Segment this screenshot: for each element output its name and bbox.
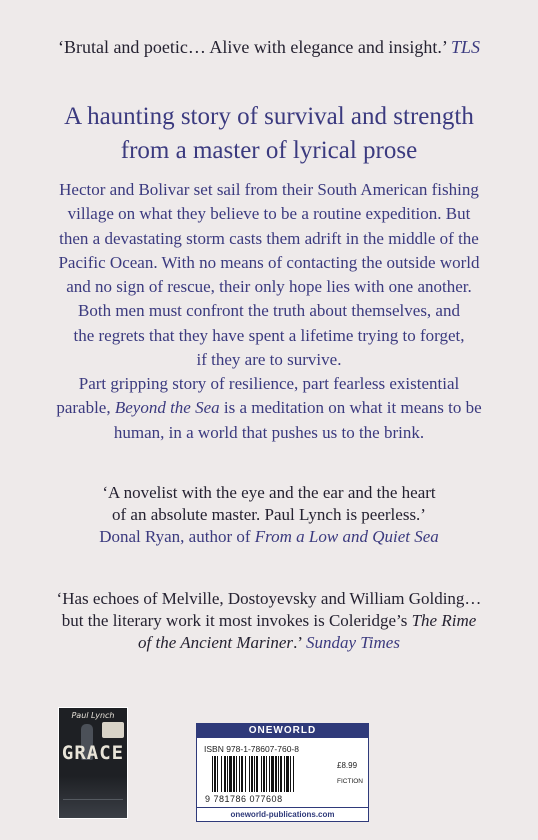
barcode-bar (271, 756, 274, 792)
attribution-text: Donal Ryan, author of (99, 527, 255, 546)
barcode-bar (236, 756, 237, 792)
ryan-quote-line-1: ‘A novelist with the eye and the ear and the heart (102, 483, 436, 502)
barcode-bar (280, 756, 282, 792)
barcode-bar (256, 756, 258, 792)
headline-line-1: A haunting story of survival and strength (64, 103, 474, 130)
summary-line-1: Part gripping story of resilience, part fearless existential (78, 374, 460, 393)
times-quote-line-1: ‘Has echoes of Melville, Dostoyevsky and William Golding… (56, 589, 482, 608)
headline-line-2: from a master of lyrical prose (120, 137, 418, 164)
barcode-bar (241, 756, 243, 792)
grace-book-thumbnail (58, 707, 128, 819)
barcode-bar (275, 756, 277, 792)
thumbnail-footer (63, 799, 123, 814)
review-quote-sunday-times (20, 588, 518, 654)
barcode-bar (290, 756, 291, 792)
isbn-text: ISBN 978-1-78607-760-8 (204, 744, 299, 754)
barcode-bar (212, 756, 213, 792)
publisher-name: ONEWORLD (197, 724, 368, 738)
top-quote-text: ‘Brutal and poetic… Alive with elegance and insight.’ (57, 37, 447, 57)
barcode-bar (261, 756, 262, 792)
synopsis-line: the regrets that they have spent a lifetime trying to forget, (73, 325, 465, 345)
barcode-bar (254, 756, 255, 792)
publisher-website: oneworld-publications.com (197, 807, 368, 821)
summary-line-2 (30, 396, 508, 420)
category-label: FICTION (337, 778, 363, 785)
synopsis-line: Hector and Bolivar set sail from their South American fishing (59, 180, 479, 199)
barcode-digits: 9 781786 077608 (205, 794, 283, 804)
book-title: Beyond the Sea (114, 398, 220, 418)
summary-line-3: human, in a world that pushes us to the brink. (113, 422, 425, 442)
barcode-bar (217, 756, 218, 792)
ryan-attribution (30, 526, 508, 548)
synopsis-line: and no sign of rescue, their only hope lies with one another. (66, 277, 472, 297)
barcode-bar (286, 756, 289, 792)
synopsis (30, 178, 508, 372)
synopsis-summary (30, 372, 508, 445)
barcode-bar (221, 756, 222, 792)
summary-text: parable, (56, 398, 115, 418)
top-quote-source: TLS (451, 37, 481, 57)
attribution-book: From a Low and Quiet Sea (254, 527, 439, 546)
quote-text: but the literary work it most invokes is Coleridge’s (61, 611, 412, 630)
barcode-panel (196, 723, 369, 822)
barcode-bars (212, 756, 330, 792)
review-quote-ryan (30, 482, 508, 548)
thumbnail-title: GRACE (61, 742, 125, 764)
barcode-bar (227, 756, 228, 792)
barcode-bar (239, 756, 240, 792)
barcode-bar (284, 756, 285, 792)
synopsis-line: if they are to survive. (196, 350, 342, 370)
synopsis-line: Pacific Ocean. With no means of contacting the outside world (58, 252, 480, 272)
barcode-bar (245, 756, 246, 792)
headline (30, 100, 508, 168)
quote-book-title: of the Ancient Mariner (138, 633, 294, 652)
synopsis-line: village on what they believe to be a routine expedition. But (67, 204, 471, 224)
thumbnail-author: Paul Lynch (71, 711, 115, 720)
barcode-bar (293, 756, 294, 792)
barcode-bar (214, 756, 216, 792)
synopsis-line: then a devastating storm casts them adrift in the middle of the (59, 228, 479, 248)
summary-text: is a meditation on what it means to be (219, 398, 482, 418)
barcode-bar (251, 756, 253, 792)
barcode-bar (233, 756, 235, 792)
barcode-bar (249, 756, 250, 792)
times-quote-line-3 (20, 632, 518, 654)
price: £8.99 (337, 761, 358, 770)
barcode-bar (224, 756, 226, 792)
quote-book-title: The Rime (411, 611, 477, 630)
top-review-quote (0, 37, 538, 58)
times-quote-line-2 (20, 610, 518, 632)
barcode-bar (263, 756, 265, 792)
ryan-quote-line-2: of an absolute master. Paul Lynch is peerless.’ (112, 505, 426, 524)
barcode-bar (229, 756, 232, 792)
times-source: Sunday Times (305, 633, 400, 652)
barcode-bar (278, 756, 279, 792)
barcode-bar (266, 756, 267, 792)
barcode-bar (269, 756, 270, 792)
synopsis-line: Both men must confront the truth about themselves, and (78, 301, 460, 321)
award-badge (102, 722, 124, 738)
quote-text: .’ (293, 633, 306, 652)
